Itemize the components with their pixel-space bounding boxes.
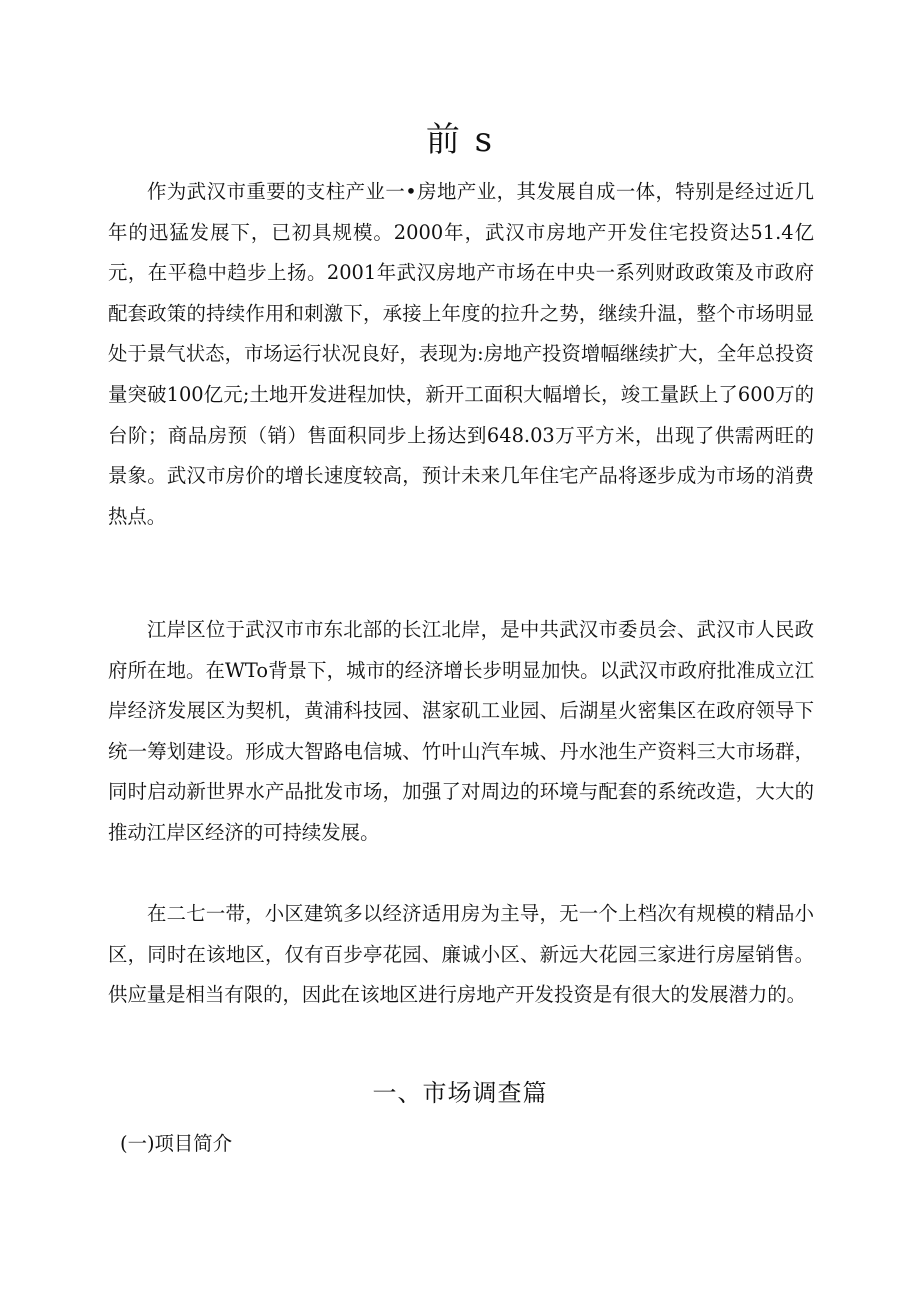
paragraph-jiangan-district: 江岸区位于武汉市市东北部的长江北岸，是中共武汉市委员会、武汉市人民政府所在地。在WTo背景下，城市的经济增长步明显加快。以武汉市政府批准成立江岸经济发展区为契机，黄浦科技园、湛家矶工业园、后湖星火密集区在政府领导下统一筹划建设。形成大智路电信城、竹叶山汽车城、丹水池生产资料三大市场群，同时启动新世界水产品批发市场，加强了对周边的环境与配套的系统改造，大大的推动江岸区经济的可持续发展。: [108, 618, 814, 844]
paragraph-market-overview: 作为武汉市重要的支柱产业一•房地产业，其发展自成一体，特别是经过近几年的迅猛发展下，已初具规模。2000年，武汉市房地产开发住宅投资达51.4亿元，在平稳中趋步上扬。2001年武汉房地产市场在中央一系列财政政策及市政府配套政策的持续作用和刺激下，承接上年度的拉升之势，继续升温，整个市场明显处于景气状态，市场运行状况良好，表现为:房地产投资增幅继续扩大，全年总投资量突破100亿元;土地开发进程加快，新开工面积大幅增长，竣工量跃上了600万的台阶；商品房预（销）售面积同步上扬达到648.03万平方米，出现了供需两旺的景象。武汉市房价的增长速度较高，预计未来几年住宅产品将逐步成为市场的消费热点。: [108, 180, 814, 528]
sub-heading: (一)项目简介: [120, 1132, 233, 1155]
section-heading: 一、市场调查篇: [372, 1079, 548, 1107]
paragraph-erqi-area: 在二七一带，小区建筑多以经济适用房为主导，无一个上档次有规模的精品小区，同时在该地区，仅有百步亭花园、廉诚小区、新远大花园三家进行房屋销售。供应量是相当有限的，因此在该地区进行房地产开发投资是有很大的发展潜力的。: [108, 902, 814, 1007]
document-title: 前 s: [425, 120, 495, 160]
